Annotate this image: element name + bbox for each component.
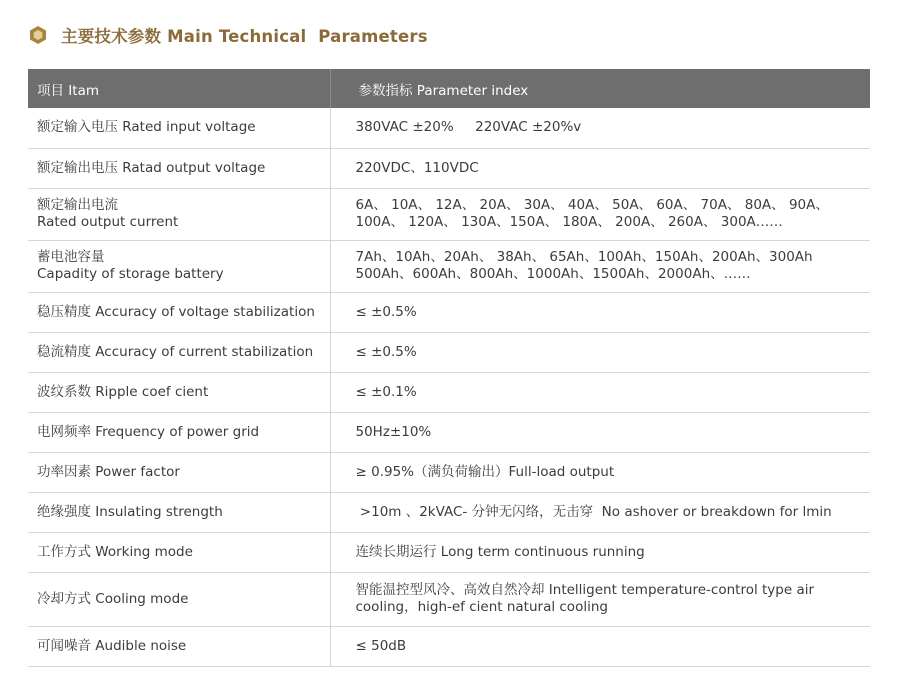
- table-row: [28, 108, 870, 148]
- parameter-value-cell: [330, 452, 870, 492]
- parameter-value-text: >10m 、2kVAC- 分钟无闪络，无击穿 No ashover or breakdown for lmin: [355, 503, 832, 520]
- table-row: [28, 492, 870, 532]
- parameter-name-text: 稳流精度 Accuracy of current stabilization: [37, 343, 314, 360]
- parameter-name-text: 工作方式 Working mode: [37, 543, 193, 560]
- section-header: [28, 22, 428, 48]
- parameter-value-cell: [330, 492, 870, 532]
- table-row: [28, 188, 870, 240]
- column-header-item: 项目 Itam: [28, 69, 330, 108]
- parameter-name-text: 额定输出电压 Ratad output voltage: [37, 159, 266, 176]
- table-row: [28, 626, 870, 666]
- parameter-value-cell: [330, 532, 870, 572]
- parameter-name-cell: [28, 452, 330, 492]
- parameter-value-cell: [330, 626, 870, 666]
- parameter-value-cell: [330, 108, 870, 148]
- parameter-name-cell: [28, 108, 330, 148]
- table-row: [28, 572, 870, 626]
- parameter-name-cell: [28, 372, 330, 412]
- parameter-name-text: 功率因素 Power factor: [37, 463, 180, 480]
- parameter-value-text: ≤ 50dB: [355, 637, 407, 654]
- parameter-name-cell: [28, 572, 330, 626]
- parameter-value-cell: [330, 292, 870, 332]
- parameter-name-cell: [28, 412, 330, 452]
- parameter-value-text: ≤ ±0.1%: [355, 383, 417, 400]
- parameter-value-cell: [330, 188, 870, 240]
- parameter-name-cell: [28, 240, 330, 292]
- parameter-value-text: 智能温控型风冷、高效自然冷却 Intelligent temperature-control type air: [355, 582, 815, 598]
- table-row: [28, 240, 870, 292]
- parameter-value-text: ≤ ±0.5%: [355, 343, 417, 360]
- table-row: [28, 412, 870, 452]
- table-header-row: [28, 69, 870, 108]
- table-row: [28, 148, 870, 188]
- parameter-value-cell: [330, 148, 870, 188]
- parameter-value-cell: [330, 572, 870, 626]
- parameter-name-text: 蓄电池容量: [37, 249, 105, 265]
- parameter-value-text: cooling，high-ef cient natural cooling: [355, 599, 608, 615]
- page-title: 主要技术参数 Main Technical Parameters: [61, 27, 428, 46]
- parameter-name-cell: [28, 532, 330, 572]
- parameter-name-text: 可闻噪音 Audible noise: [37, 637, 187, 654]
- table-row: [28, 292, 870, 332]
- parameter-value-text: 380VAC ±20% 220VAC ±20%v: [355, 119, 582, 136]
- table-row: [28, 372, 870, 412]
- parameter-name-cell: [28, 492, 330, 532]
- parameter-value-text: ≥ 0.95%（满负荷输出）Full-load output: [355, 463, 615, 480]
- parameter-name-text: 额定输出电流: [37, 197, 118, 213]
- parameter-name-cell: [28, 148, 330, 188]
- parameter-value-text: 50Hz±10%: [355, 423, 432, 440]
- parameters-table: [28, 69, 870, 667]
- parameter-value-text: 500Ah、600Ah、800Ah、1000Ah、1500Ah、2000Ah、……: [355, 266, 751, 282]
- parameter-name-text: 绝缘强度 Insulating strength: [37, 503, 223, 520]
- parameter-value-cell: [330, 240, 870, 292]
- parameter-name-cell: [28, 292, 330, 332]
- table-row: [28, 332, 870, 372]
- parameter-name-text: Capadity of storage battery: [37, 266, 224, 282]
- parameter-name-text: 冷却方式 Cooling mode: [37, 590, 189, 607]
- parameter-name-cell: [28, 188, 330, 240]
- parameter-name-text: Rated output current: [37, 214, 179, 230]
- column-header-parameter: 参数指标 Parameter index: [330, 69, 870, 108]
- parameter-name-text: 稳压精度 Accuracy of voltage stabilization: [37, 303, 315, 320]
- parameter-name-cell: [28, 626, 330, 666]
- parameter-value-text: 6A、 10A、 12A、 20A、 30A、 40A、 50A、 60A、 70A、 80A、 90A、: [355, 197, 829, 213]
- parameter-value-text: 连续长期运行 Long term continuous running: [355, 543, 645, 560]
- hexagon-bullet-icon: [28, 25, 48, 45]
- parameter-name-text: 电网频率 Frequency of power grid: [37, 423, 260, 440]
- table-row: [28, 532, 870, 572]
- parameter-name-text: 波纹系数 Ripple coef cient: [37, 383, 209, 400]
- parameter-value-text: 100A、 120A、 130A、150A、 180A、 200A、 260A、 300A……: [355, 214, 783, 230]
- parameter-value-cell: [330, 332, 870, 372]
- parameter-value-text: 220VDC、110VDC: [355, 159, 479, 176]
- parameter-name-cell: [28, 332, 330, 372]
- parameter-name-text: 额定输入电压 Rated input voltage: [37, 119, 256, 136]
- parameter-value-cell: [330, 412, 870, 452]
- table-row: [28, 452, 870, 492]
- parameter-value-text: 7Ah、10Ah、20Ah、 38Ah、 65Ah、100Ah、150Ah、200Ah、300Ah: [355, 249, 813, 265]
- parameter-value-cell: [330, 372, 870, 412]
- parameter-value-text: ≤ ±0.5%: [355, 303, 417, 320]
